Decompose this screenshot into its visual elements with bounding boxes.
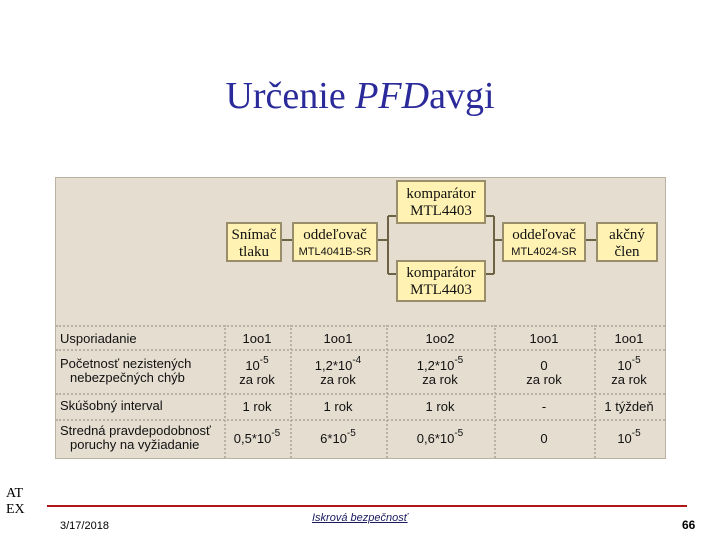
- table-cell: $0,5*10^{-5}$: [233, 428, 281, 446]
- sensor-box: Snímač tlaku: [226, 222, 282, 262]
- table-cell: 1oo1: [614, 331, 644, 346]
- actuator-box: akčný člen: [596, 222, 658, 262]
- page-title: Určenie PFDavgi: [225, 75, 495, 117]
- table-cell: 1 rok: [323, 399, 353, 414]
- table-row-label: Usporiadanie: [60, 331, 137, 346]
- table-cell: -: [541, 399, 547, 414]
- table-cell: 1oo1: [323, 331, 353, 346]
- footer-date: 3/17/2018: [60, 520, 109, 532]
- table-cell: $1,2*10^{-5}$ za rok: [416, 355, 464, 387]
- connector-lines: [56, 178, 665, 458]
- table-cell: $0,6*10^{-5}$: [416, 428, 464, 446]
- page-number: 66: [682, 518, 696, 532]
- table-cell: $10^{-5}$ za rok: [611, 355, 647, 387]
- table-cell: 1oo1: [242, 331, 272, 346]
- table-row-label: Stredná pravdepodobnosť poruchy na vyžiadanie: [60, 423, 211, 452]
- table-cell: 0 za rok: [526, 358, 562, 387]
- table-cell: 1oo1: [529, 331, 559, 346]
- table-divider: [56, 419, 665, 421]
- table-cell: 1 rok: [242, 399, 272, 414]
- table-cell: 1 rok: [425, 399, 455, 414]
- comparator-box-bottom: komparátor MTL4403: [396, 260, 486, 302]
- table-cell: $10^{-5}$ za rok: [239, 355, 275, 387]
- table-cell: 0: [540, 431, 548, 446]
- table-cell: 1oo2: [425, 331, 455, 346]
- footer-divider: [47, 505, 687, 507]
- isolator-box-2: oddeľovač MTL4024-SR: [502, 222, 586, 262]
- table-row-label: Skúšobný interval: [60, 398, 163, 413]
- footer-center-text: Iskrová bezpečnosť: [312, 512, 408, 524]
- table-divider: [56, 325, 665, 327]
- diagram-figure: [55, 177, 666, 459]
- table-divider: [56, 393, 665, 395]
- comparator-box-top: komparátor MTL4403: [396, 180, 486, 224]
- table-cell: 1 týždeň: [604, 399, 654, 414]
- table-cell: $10^{-5}$: [617, 428, 641, 446]
- table-cell: $1,2*10^{-4}$ za rok: [314, 355, 362, 387]
- isolator-box-1: oddeľovač MTL4041B-SR: [292, 222, 378, 262]
- table-divider: [56, 349, 665, 351]
- table-cell: $6*10^{-5}$: [320, 428, 356, 446]
- footer-logo: AT EX: [6, 486, 25, 517]
- table-row-label: Početnosť nezistených nebezpečných chýb: [60, 356, 192, 385]
